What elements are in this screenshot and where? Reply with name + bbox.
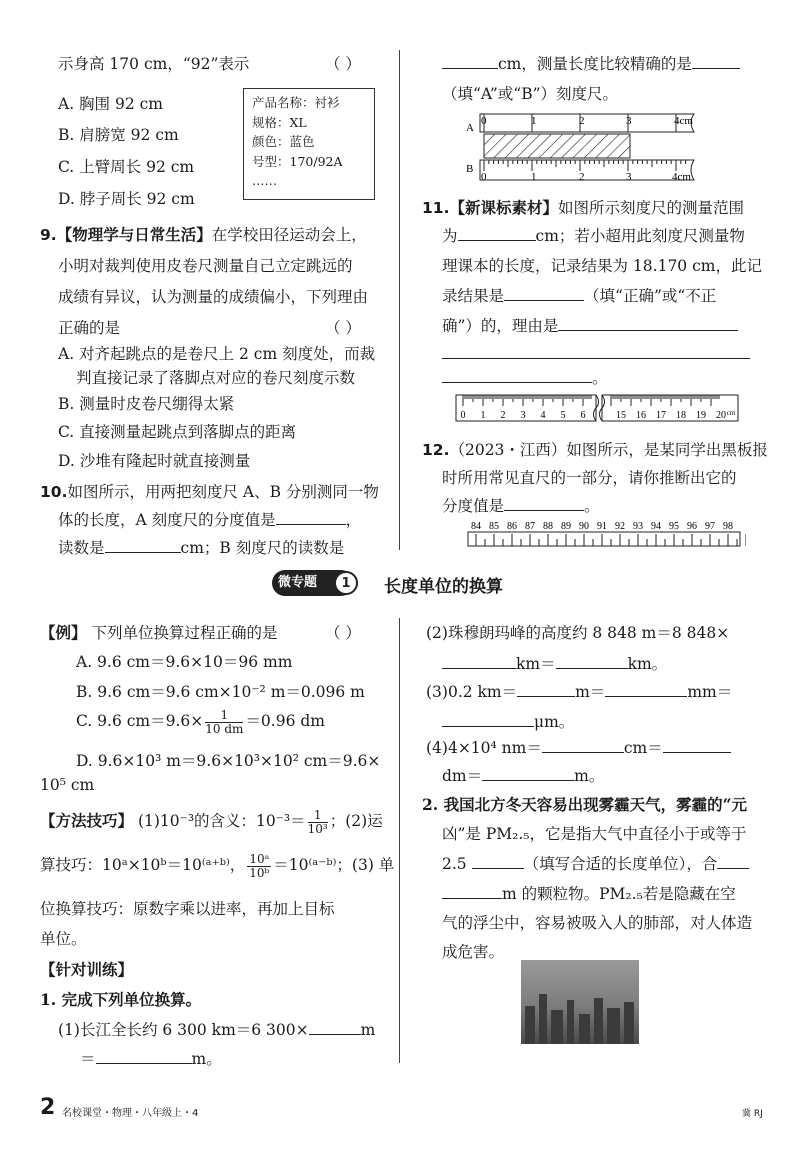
ruler-q12-label: 94: [651, 521, 661, 532]
q10-cont-line-1: [442, 52, 740, 74]
q11-text: 录结果是: [442, 287, 505, 305]
ruler-a-body: [480, 114, 694, 132]
method-line-3: 位换算技巧：原数字乘以进率，再加上目标: [40, 900, 335, 918]
practice-text: μm。: [534, 713, 575, 731]
q8-line: 示身高 170 cm，“92”表示: [58, 55, 250, 73]
ruler-q12-label: 89: [561, 521, 571, 532]
q8-option-d: D. 脖子周长 92 cm: [58, 190, 195, 208]
q9-option-d: D. 沙堆有隆起时就直接测量: [58, 452, 251, 470]
ruler-b-label: 1: [531, 171, 537, 183]
q11-text: （填“正确”或“不正: [584, 287, 717, 305]
building-silhouette: [525, 1006, 535, 1044]
building-silhouette: [624, 1002, 634, 1044]
q9-line-2: 小明对裁判使用皮卷尺测量自己立定跳远的: [58, 257, 353, 275]
answer-blank[interactable]: [442, 52, 498, 69]
q11-tag: 【新课标素材】: [449, 199, 558, 217]
ruler-q12-label: 92: [615, 521, 625, 532]
practice-q1-1a: [58, 1018, 375, 1040]
ruler-q12-label: 88: [543, 521, 553, 532]
q9-option-c: C. 直接测量起跳点到落脚点的距离: [58, 423, 297, 441]
answer-blank[interactable]: [442, 366, 592, 383]
practice-text: (3)0.2 km＝: [426, 683, 518, 701]
ruler-a-label: 3: [626, 115, 632, 127]
example-option-a: A. 9.6 cm＝9.6×10＝96 mm: [76, 653, 293, 671]
practice-text: m＝: [575, 683, 606, 701]
q10-text: cm；B 刻度尺的读数是: [180, 539, 345, 557]
q11-text: 如图所示刻度尺的测量范围: [557, 199, 744, 217]
q11-line-7: [442, 366, 608, 388]
q12-text: 分度值是: [442, 497, 505, 515]
q12-number: 12.: [422, 441, 450, 459]
example-c-fraction: [205, 709, 243, 736]
ruler-q11-label: 5: [560, 410, 566, 421]
answer-blank[interactable]: [605, 680, 687, 697]
ruler-q12-label: 87: [525, 521, 535, 532]
measured-object: [484, 134, 630, 158]
ruler-q12-label: 95: [669, 521, 679, 532]
building-silhouette: [607, 1008, 620, 1044]
ruler-q12-label: 85: [489, 521, 499, 532]
card-line: 颜色：蓝色: [252, 134, 315, 149]
q10-cont-line-2: （填“A”或“B”）刻度尺。: [442, 85, 619, 103]
method-text: 算技巧：10ᵃ×10ᵇ＝10⁽ᵃ⁺ᵇ⁾，: [40, 856, 246, 874]
page-number: 2: [40, 1095, 56, 1120]
ruler-q11-label: 2: [500, 410, 506, 421]
method-line-1: [40, 806, 383, 836]
answer-blank[interactable]: [96, 1047, 192, 1064]
card-line: 产品名称：衬衫: [252, 95, 340, 110]
method-line-4: 单位。: [40, 930, 87, 948]
answer-blank[interactable]: [442, 882, 502, 899]
q11-number: 11.: [422, 199, 450, 217]
q11-line-4: [442, 284, 716, 306]
example-c-text: ＝0.96 dm: [245, 712, 325, 730]
ruler-q11-label: 19: [696, 410, 706, 421]
practice-q2-line-5: 气的浮尘中，容易被吸入人的肺部，对人体造: [442, 914, 753, 932]
ruler-q12-label: 91: [597, 521, 607, 532]
q11-text: 确”）的，理由是: [442, 317, 559, 335]
building-silhouette: [539, 994, 547, 1044]
ruler-q12-figure: [466, 518, 746, 550]
answer-blank[interactable]: [442, 652, 516, 669]
ruler-q11-label: 18: [676, 410, 686, 421]
q8-paren: （ ）: [325, 55, 361, 73]
practice-text: (1)长江全长约 6 300 km＝6 300×: [58, 1021, 309, 1039]
ruler-q11-label: 17: [656, 410, 666, 421]
q11-text: 为: [442, 227, 458, 245]
answer-blank[interactable]: [105, 536, 181, 553]
topic-title: 长度单位的换算: [384, 577, 503, 597]
q8-option-a: A. 胸围 92 cm: [58, 95, 164, 113]
q8-option-c: C. 上臂周长 92 cm: [58, 158, 195, 176]
practice-q1-2b: [442, 652, 667, 674]
fraction-numerator: 10ᵃ: [249, 851, 270, 866]
practice-text: km。: [627, 655, 668, 673]
example-option-d-cont: 10⁵ cm: [40, 776, 95, 794]
ruler-a-label: 0: [481, 115, 487, 127]
answer-blank[interactable]: [692, 52, 740, 69]
example-option-c: [76, 706, 325, 736]
ruler-b-label: 2: [579, 171, 585, 183]
practice-q1-4b: [442, 764, 604, 786]
ruler-q11-label: 3: [520, 410, 526, 421]
practice-text: m: [360, 1021, 376, 1039]
ruler-a-letter: A: [466, 122, 474, 134]
ruler-a-label: 4cm: [674, 115, 693, 127]
ruler-q11-label: 4: [540, 410, 546, 421]
practice-text: m 的颗粒物。PM₂.₅若是隐藏在空: [502, 885, 736, 903]
clothing-label-card: [243, 88, 375, 200]
q11-text: 。: [592, 369, 608, 387]
ruler-q12-label: 93: [633, 521, 643, 532]
answer-blank-line[interactable]: [442, 344, 750, 359]
fraction-denominator: 10ᵇ: [249, 865, 270, 880]
ruler-b-label: 3: [626, 171, 632, 183]
practice-q2-line-3: [442, 852, 749, 874]
q10-text: 体的长度，A 刻度尺的分度值是: [58, 511, 276, 529]
answer-blank[interactable]: [504, 494, 584, 511]
practice-q1: 1. 完成下列单位换算。: [40, 990, 202, 1009]
q10-line-1: [40, 480, 379, 502]
ruler-q12-label: 97: [705, 521, 715, 532]
ruler-q11-figure: [455, 394, 745, 424]
rulers-a-b-figure: [462, 110, 712, 188]
topic-badge-label: 微专题: [278, 575, 318, 590]
ruler-q12-label: 98: [723, 521, 733, 532]
answer-blank[interactable]: [504, 284, 584, 301]
practice-q1-3b: [442, 710, 574, 732]
ruler-q12-body: [468, 532, 740, 546]
footer-book-title: 名校课堂・物理・八年级上・4: [62, 1108, 199, 1119]
footer-code: 冀 RJ: [742, 1109, 763, 1119]
q9-line-4: 正确的是: [58, 319, 121, 337]
ruler-q12-label: 90: [579, 521, 589, 532]
ruler-q11-label: 20: [716, 410, 726, 421]
ruler-q11-label: 16: [636, 410, 646, 421]
q9-option-b: B. 测量时皮卷尺绷得太紧: [58, 395, 235, 413]
q9-option-a-cont: 判直接记录了落脚点对应的卷尺刻度示数: [76, 369, 356, 387]
answer-blank[interactable]: [458, 224, 536, 241]
card-line: 规格：XL: [252, 114, 307, 130]
practice-text: km＝: [516, 655, 556, 673]
example-stem: 下列单位换算过程正确的是: [91, 624, 278, 642]
ruler-q12-label: 84: [471, 521, 481, 532]
practice-text: （填写合适的长度单位），合: [523, 855, 718, 873]
q12-text: 。: [584, 497, 600, 515]
q9-text: 在学校田径运动会上，: [211, 226, 367, 244]
practice-text: m。: [574, 767, 605, 785]
answer-blank[interactable]: [276, 508, 346, 525]
method-line-2: [40, 850, 394, 880]
method-text: (1)10⁻³的含义：10⁻³＝: [137, 812, 306, 830]
ruler-a-label: 1: [531, 115, 537, 127]
ruler-q12-labels: [471, 521, 733, 532]
answer-blank[interactable]: [717, 852, 749, 869]
practice-q1-4a: [426, 736, 731, 758]
q10-text: ，: [345, 511, 362, 529]
answer-blank[interactable]: [558, 314, 738, 331]
answer-blank[interactable]: [542, 736, 624, 753]
example-tag: 【例】: [40, 624, 87, 642]
building-silhouette: [594, 998, 603, 1044]
method-fraction-2: [247, 853, 271, 880]
example-option-b: B. 9.6 cm＝9.6 cm×10⁻² m＝0.096 m: [76, 683, 365, 701]
column-divider-bottom: [399, 618, 400, 1063]
fraction-denominator: 10³: [307, 821, 328, 836]
q9-paren: （ ）: [325, 319, 361, 337]
fraction-numerator: 1: [205, 709, 243, 723]
q12-line-2: 时所用常见直尺的一部分，请你推断出它的: [442, 469, 737, 487]
answer-blank[interactable]: [472, 852, 524, 869]
practice-text: cm＝: [623, 739, 663, 757]
method-text: ；(2)运: [329, 812, 383, 830]
example-line: [40, 621, 277, 643]
ruler-b-label: 0: [481, 171, 487, 183]
practice-q2-line-6: 成危害。: [442, 943, 505, 961]
practice-text: dm＝: [442, 767, 483, 785]
method-tag: 【方法技巧】: [40, 812, 134, 830]
q9-line-3: 成绩有异议，认为测量的成绩偏小，下列理由: [58, 288, 369, 306]
q12-line-1: [422, 438, 768, 460]
practice-q2-line-4: [442, 882, 736, 904]
q11-line-1: [422, 196, 744, 218]
ruler-q11-label: 15: [616, 410, 626, 421]
building-silhouette: [567, 1000, 574, 1044]
topic-badge: [272, 570, 354, 596]
q10-text: 如图所示，用两把刻度尺 A、B 分别测同一物: [67, 483, 379, 501]
answer-blank[interactable]: [517, 680, 575, 697]
ruler-q11-label: 1: [480, 410, 486, 421]
ruler-q12-label: 86: [507, 521, 517, 532]
method-text: ＝10⁽ᵃ⁻ᵇ⁾；(3) 单: [273, 856, 395, 874]
example-option-d: D. 9.6×10³ m＝9.6×10³×10² cm＝9.6×: [76, 752, 381, 770]
q11-line-2: [442, 224, 745, 246]
q10-line-3: [58, 536, 344, 558]
answer-blank[interactable]: [556, 652, 628, 669]
q10-text: cm，测量长度比较精确的是: [498, 55, 692, 73]
method-fraction-1: [308, 809, 328, 836]
answer-blank[interactable]: [663, 736, 731, 753]
q9-line-1: [40, 223, 367, 245]
example-paren: （ ）: [325, 624, 361, 642]
practice-q2-line-1: 2. 我国北方冬天容易出现雾霾天气，雾霾的“元: [422, 795, 747, 814]
q9-option-a: A. 对齐起跳点的是卷尺上 2 cm 刻度处，而裁: [58, 345, 376, 363]
card-line: 号型：170/92A: [252, 153, 343, 169]
building-silhouette: [579, 1014, 590, 1044]
ruler-q12-label: 96: [687, 521, 697, 532]
q10-number: 10.: [40, 483, 68, 501]
answer-blank[interactable]: [442, 710, 534, 727]
column-divider-top: [399, 50, 400, 550]
practice-text: (4)4×10⁴ nm＝: [426, 739, 542, 757]
building-silhouette: [551, 1010, 563, 1044]
practice-text: 2.5: [442, 855, 467, 873]
ruler-q11-label: 6: [580, 410, 586, 421]
card-line: ……: [252, 173, 277, 188]
q10-text: 读数是: [58, 539, 105, 557]
q11-line-5: [442, 314, 738, 336]
fraction-numerator: 1: [308, 809, 328, 823]
q9-tag: 【物理学与日常生活】: [56, 226, 212, 244]
practice-text: m。: [191, 1050, 222, 1068]
q10-line-2: [58, 508, 361, 530]
ruler-a-label: 2: [579, 115, 585, 127]
practice-q1-1b: [80, 1047, 222, 1069]
q11-line-3: 理课本的长度，记录结果为 18.170 cm，此记: [442, 257, 762, 275]
q12-text: （2023・江西）如图所示，是某同学出黑板报: [449, 441, 768, 459]
q11-text: cm；若小超用此刻度尺测量物: [535, 227, 745, 245]
smog-city-photo: [521, 960, 639, 1044]
practice-text: ＝: [80, 1050, 96, 1068]
practice-tag: 【针对训练】: [40, 961, 134, 979]
q12-line-3: [442, 494, 600, 516]
practice-text: mm＝: [687, 683, 733, 701]
practice-q1-3a: [426, 680, 732, 702]
ruler-q11-unit: cm: [726, 409, 736, 417]
ruler-b-label: 4cm: [672, 171, 691, 183]
topic-header: [0, 566, 800, 600]
practice-q1-2a: (2)珠穆朗玛峰的高度约 8 848 m＝8 848×: [426, 624, 730, 642]
q8-option-b: B. 肩膀宽 92 cm: [58, 126, 179, 144]
ruler-b-letter: B: [466, 163, 474, 175]
fraction-denominator: 10 dm: [205, 721, 244, 736]
answer-blank[interactable]: [309, 1018, 361, 1035]
practice-q2-line-2: 凶”是 PM₂.₅，它是指大气中直径小于或等于: [442, 825, 747, 843]
example-c-text: C. 9.6 cm＝9.6×: [76, 712, 204, 730]
ruler-q11-label: 0: [460, 410, 466, 421]
topic-badge-number: 1: [334, 571, 358, 595]
answer-blank[interactable]: [482, 764, 574, 781]
q9-number: 9.: [40, 226, 57, 244]
